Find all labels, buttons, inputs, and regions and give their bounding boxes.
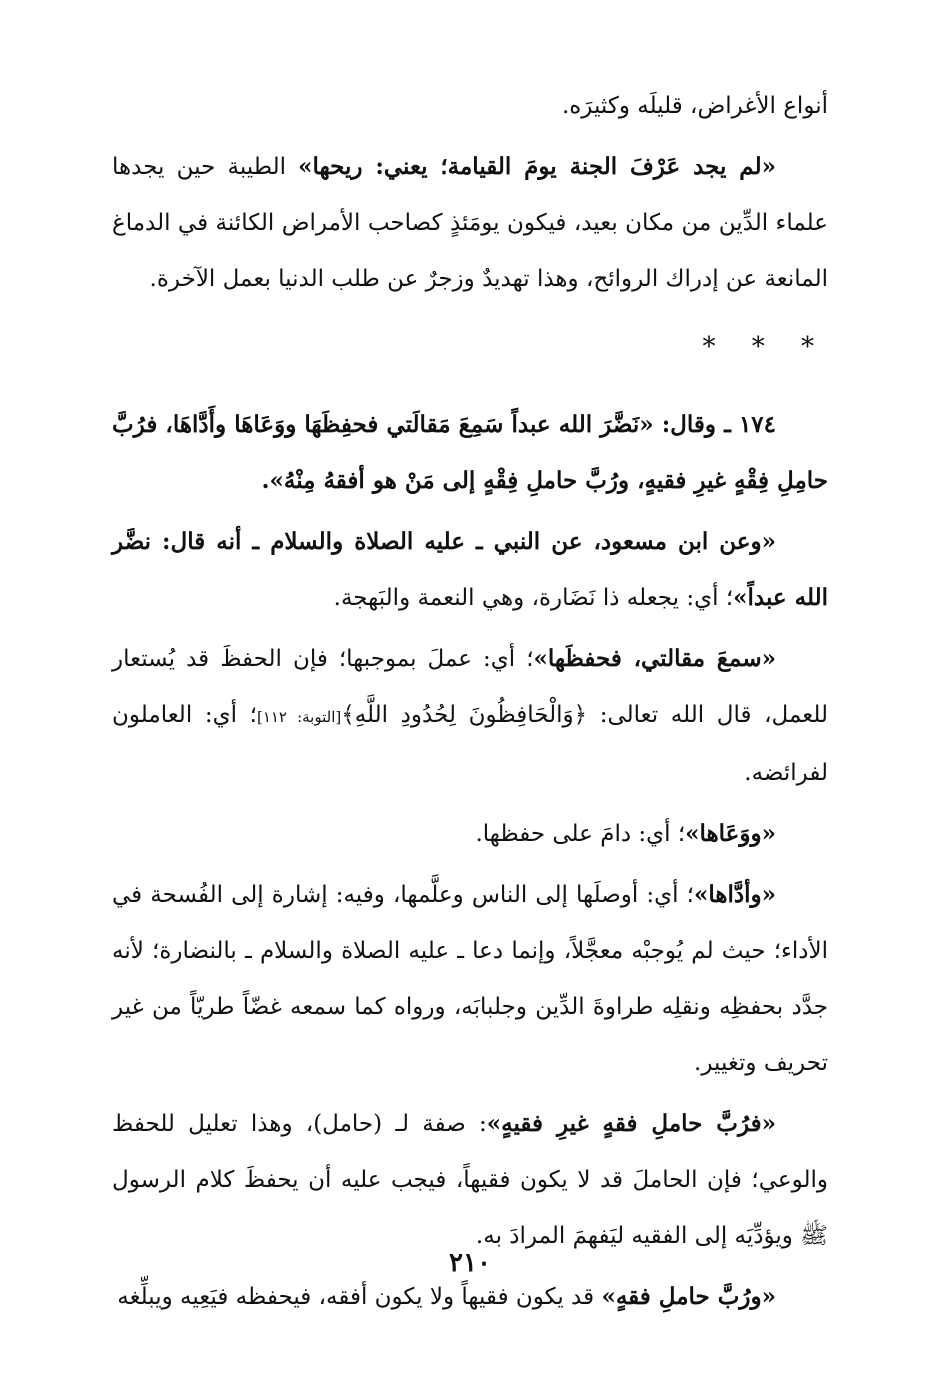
commentary-paragraph xyxy=(112,514,828,626)
commentary-text: الطيبة حين يجدها علماء الدِّين من مكان بعيد، فيكون يومَئذٍ كصاحب الأمراض الكائنة في الدماغ المانعة عن إدراك الروائح، وهذا تهديدٌ وزجرٌ عن طلب الدنيا بعمل الآخرة. xyxy=(112,154,828,292)
quoted-phrase: «وأدَّاها» xyxy=(693,881,776,908)
section-separator: * * * xyxy=(702,332,828,362)
quran-verse: ﴿وَالْحَافِظُونَ لِحُدُودِ اللَّهِ﴾ xyxy=(341,702,588,728)
quoted-phrase: «لم يجد عَرْفَ الجنة يومَ القيامة؛ يعني: ريحها» xyxy=(298,153,776,180)
quoted-phrase: «فرُبَّ حاملِ فقهٍ غيرِ فقيهٍ» xyxy=(486,1110,777,1137)
hadith-174: ١٧٤ ـ وقال: «نَضَّرَ الله عبداً سَمِعَ مَقالَتي فحفِظَهَا ووَعَاهَا وأَدَّاهَا، فرُبَّ حامِلِ فِقْهٍ غيرِ فقيهٍ، ورُبَّ حاملِ فِقْهٍ إلى مَنْ هو أفقهُ مِنْهُ». xyxy=(112,411,828,494)
commentary-text: ؛ أي: يجعله ذا نَضَارة، وهي النعمة والبَهجة. xyxy=(333,585,734,611)
commentary-paragraph xyxy=(112,139,828,307)
commentary-text: ؛ أي: أوصلَها إلى الناس وعلَّمها، وفيه: إشارة إلى الفُسحة في الأداء؛ حيث لم يُوجبْه معجَّلاً، وإنما دعا ـ عليه الصلاة والسلام ـ بالنضارة؛ لأنه جدَّد بحفظِه ونقلِه طراوةَ الدِّين وجلبابَه، ورواه كما سمعه غضّاً طريّاً من غير تحريف وتغيير. xyxy=(112,882,828,1076)
continuation-text: أنواع الأغراض، قليلَه وكثيرَه. xyxy=(561,93,828,119)
quoted-phrase: «ووَعَاها» xyxy=(685,820,776,847)
page-number: ٢١٠ xyxy=(449,1248,491,1278)
commentary-paragraph xyxy=(112,867,828,1091)
quoted-phrase: «وعن ابن مسعود، عن النبي ـ عليه الصلاة والسلام ـ أنه قال: نضَّر الله عبداً» xyxy=(112,528,828,611)
commentary-paragraph xyxy=(112,806,828,862)
continuation-line xyxy=(112,78,828,134)
commentary-paragraph xyxy=(112,631,828,801)
commentary-text: قد يكون فقيهاً ولا يكون أفقه، فيحفظه فيَعِيه ويبلِّغه xyxy=(117,1284,602,1310)
hadith-text xyxy=(112,397,828,509)
commentary-text: ؛ أي: دامَ على حفظها. xyxy=(475,821,686,847)
quoted-phrase: «سمعَ مقالتي، فحفظَها» xyxy=(533,645,776,672)
page-body xyxy=(112,78,828,1330)
commentary-text: ؛ أي: العاملون لفرائضه. xyxy=(112,702,828,786)
commentary-text: : صفة لـ (حامل)، وهذا تعليل للحفظ والوعي؛ فإن الحاملَ قد لا يكون فقيهاً، فيجب عليه أن يحفظَ كلام الرسول ﷺ ويؤدِّيَه إلى الفقيه ليَفهمَ المرادَ به. xyxy=(112,1111,828,1249)
commentary-paragraph xyxy=(112,1096,828,1264)
quoted-phrase: «ورُبَّ حاملِ فقهٍ» xyxy=(601,1283,776,1310)
commentary-text: ؛ أي: عملَ بموجبها؛ فإن الحفظَ قد يُستعار للعمل، قال الله تعالى: xyxy=(112,646,828,728)
verse-reference: [التوبة: ١١٢] xyxy=(256,708,342,726)
